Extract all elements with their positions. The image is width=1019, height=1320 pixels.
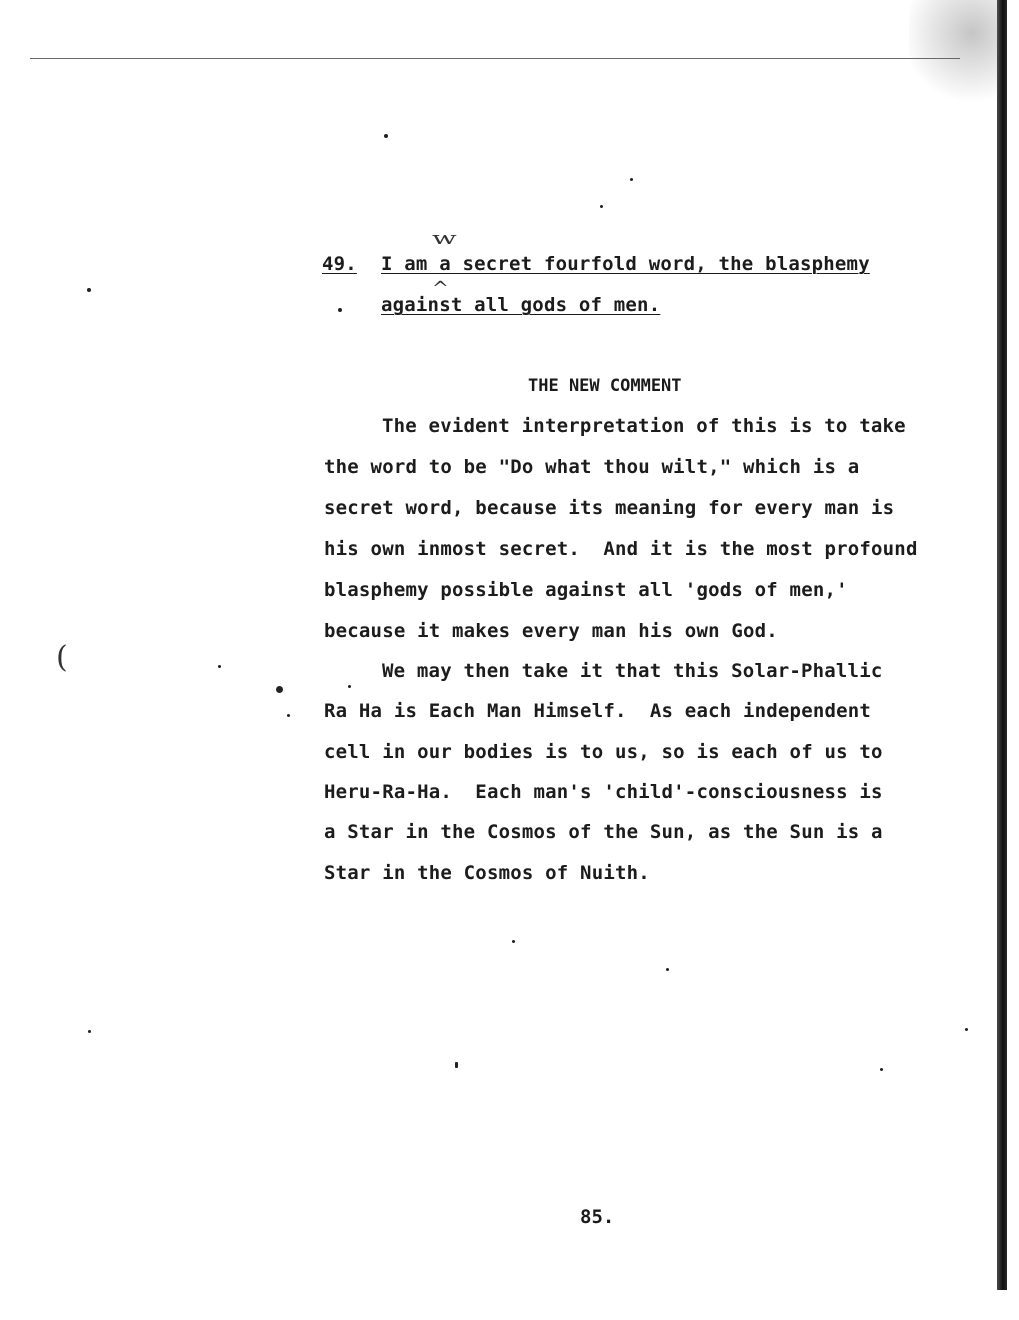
scan-speck — [880, 1068, 883, 1071]
comment-line: the word to be "Do what thou wilt," which is a — [324, 456, 860, 478]
comment-line: We may then take it that this Solar-Phallic — [382, 660, 883, 682]
handwritten-insert: w — [432, 228, 454, 249]
scan-speck — [455, 1062, 458, 1068]
scan-speck — [218, 665, 221, 668]
scan-speck — [666, 968, 669, 971]
comment-line: Heru-Ra-Ha. Each man's 'child'-consciousness is — [324, 781, 883, 803]
verse-line-2: against all gods of men. — [381, 294, 661, 316]
page-number: 85. — [580, 1206, 615, 1228]
scan-speck — [965, 1028, 968, 1031]
comment-line: The evident interpretation of this is to take — [382, 415, 906, 437]
scan-speck — [512, 940, 515, 943]
scan-edge-right — [997, 0, 1007, 1290]
insertion-caret: ^ — [432, 276, 449, 300]
scan-edge-top — [30, 58, 960, 59]
comment-line: his own inmost secret. And it is the most profound — [324, 538, 918, 560]
scan-speck — [600, 205, 603, 208]
comment-line: a Star in the Cosmos of the Sun, as the Sun is a — [324, 821, 883, 843]
scan-speck — [88, 1030, 91, 1033]
scan-speck — [348, 685, 351, 688]
comment-line: secret word, because its meaning for every man is — [324, 497, 895, 519]
scan-speck — [276, 686, 283, 693]
verse-line-1: I am a secret fourfold word, the blasphemy — [381, 253, 870, 275]
scan-speck — [287, 714, 290, 717]
comment-line: Star in the Cosmos of Nuith. — [324, 862, 650, 884]
section-heading: THE NEW COMMENT — [528, 376, 682, 396]
scan-speckle — [909, 0, 999, 110]
comment-line: blasphemy possible against all 'gods of men,' — [324, 579, 848, 601]
comment-line: cell in our bodies is to us, so is each of us to — [324, 741, 883, 763]
verse-number: 49. — [322, 253, 357, 275]
scan-speck — [384, 134, 388, 138]
scan-speck — [87, 288, 91, 292]
scan-speck — [630, 178, 633, 181]
margin-bracket: ( — [56, 640, 68, 675]
comment-line: Ra Ha is Each Man Himself. As each independent — [324, 700, 872, 722]
scan-speck — [338, 308, 342, 312]
comment-line: because it makes every man his own God. — [324, 620, 778, 642]
